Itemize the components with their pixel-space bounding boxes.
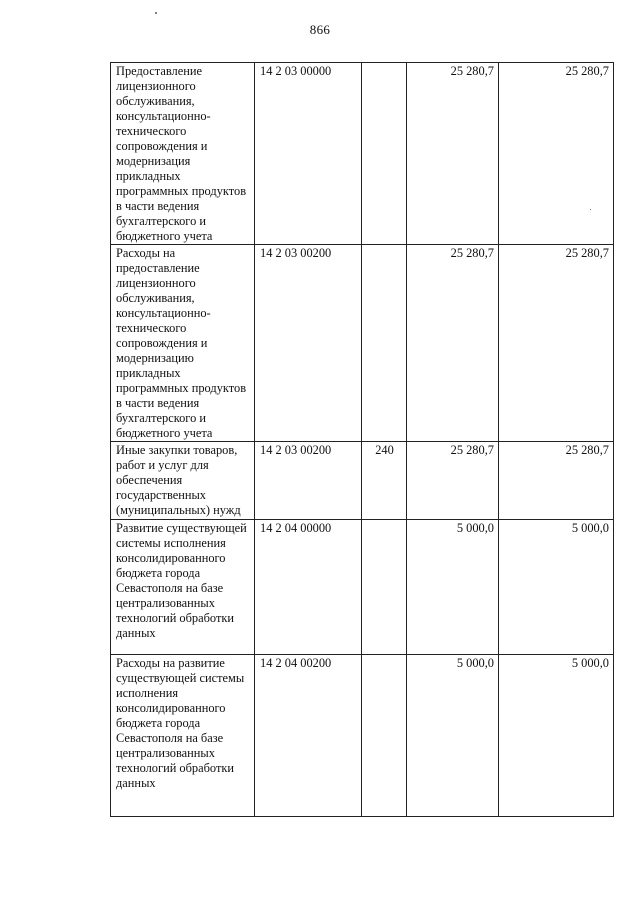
row-expense-type [362,63,407,245]
row-value-1: 5 000,0 [407,655,499,817]
row-value-2: 5 000,0 [499,520,614,655]
row-name-cell [111,520,255,655]
row-value-2: 25 280,7 [499,63,614,245]
row-value-1: 25 280,7 [407,63,499,245]
row-value-1: 5 000,0 [407,520,499,655]
row-name-cell [111,63,255,245]
table-row [111,63,614,245]
row-name: Расходы на развитие существующей системы исполнения консолидированного бюджета города Севастополя на базе централизованных технологий обработки данных [116,656,245,790]
row-name-cell [111,655,255,817]
row-name: Развитие существующей системы исполнения консолидированного бюджета города Севастополя на базе централизованных технологий обработки данных [116,521,247,640]
row-expense-type: 240 [362,442,407,520]
row-name: Расходы на предоставление лицензионного обслуживания, консультационно-технического сопровождения и модернизацию прикладных программных продуктов в части ведения бухгалтерского и бюджетного учета [116,246,247,440]
row-code: 14 2 03 00200 [255,245,362,442]
row-value-2: 25 280,7 [499,442,614,520]
row-value-2: 5 000,0 [499,655,614,817]
scan-speck [155,12,157,14]
row-value-2: 25 280,7 [499,245,614,442]
row-code: 14 2 03 00000 [255,63,362,245]
row-value-1: 25 280,7 [407,442,499,520]
row-code: 14 2 04 00000 [255,520,362,655]
row-expense-type [362,245,407,442]
budget-table [110,62,614,817]
row-expense-type [362,655,407,817]
table-row [111,245,614,442]
row-name: Предоставление лицензионного обслуживания, консультационно-технического сопровождения и модернизация прикладных программных продуктов в части ведения бухгалтерского и бюджетного учета [116,64,247,243]
row-code: 14 2 04 00200 [255,655,362,817]
row-name-cell [111,442,255,520]
table-row [111,442,614,520]
row-value-1: 25 280,7 [407,245,499,442]
table-row [111,655,614,817]
row-expense-type [362,520,407,655]
page-number: 866 [309,22,331,37]
row-name-cell [111,245,255,442]
row-name: Иные закупки товаров, работ и услуг для обеспечения государственных (муниципальных) нужд [116,443,241,517]
table-row [111,520,614,655]
row-code: 14 2 03 00200 [255,442,362,520]
